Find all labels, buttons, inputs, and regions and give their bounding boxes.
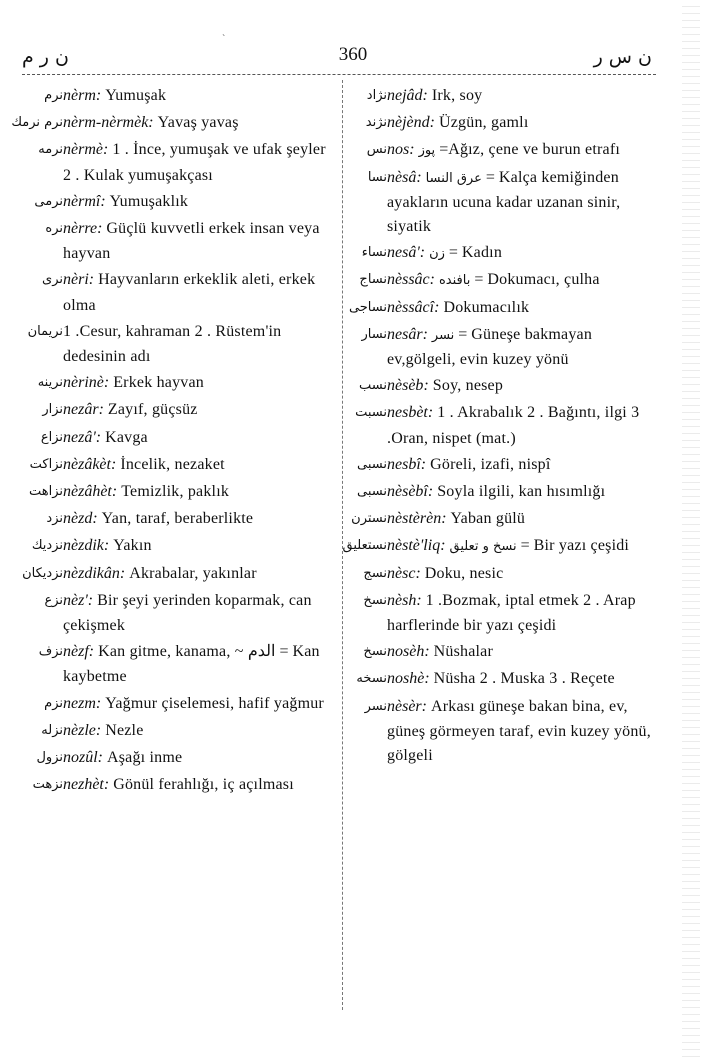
- entry-separator: :: [424, 670, 430, 688]
- entry-definition: Güçlü kuvvetli erkek insan veya hayvan: [63, 220, 320, 263]
- entry-definition: Nüshalar: [433, 643, 494, 661]
- entry-arabic-word: نزاهت: [28, 484, 63, 500]
- entry-arabic-word: نرى: [42, 272, 63, 288]
- dictionary-entry: [354, 84, 658, 109]
- entry-arabic-word: نساجى: [348, 299, 387, 315]
- entry-separator: :: [97, 220, 103, 238]
- entry-arabic-word: نسخ: [363, 592, 387, 608]
- entry-separator: :: [88, 271, 95, 289]
- entry-arabic-word: نزاكت: [29, 456, 63, 472]
- entry-transliteration: nozûl: [63, 749, 98, 767]
- entry-transliteration: nèsh: [387, 591, 417, 609]
- entry-arabic-word: نسج: [363, 565, 387, 581]
- entry-transliteration: nèzâhèt: [63, 483, 112, 501]
- entry-definition: 1 . Akrabalık 2 . Bağıntı, ilgi 3 .Oran, nispet (mat.): [387, 404, 640, 447]
- entry-separator: :: [110, 455, 117, 473]
- entry-definition: Yan, taraf, beraberlikte: [101, 510, 254, 528]
- entry-definition: Yakın: [113, 537, 152, 555]
- entry-definition: 1 .Cesur, kahraman 2 . Rüstem'in dedesinin adı: [63, 322, 282, 366]
- entry-arabic-word: نرينه: [37, 375, 63, 391]
- entry-separator: :: [422, 325, 428, 343]
- dictionary-entry: [30, 589, 334, 638]
- entry-separator: :: [416, 168, 422, 186]
- entry-transliteration: nèzâkèt: [63, 455, 111, 473]
- dictionary-entry: [30, 480, 334, 505]
- dictionary-entry: [30, 371, 334, 396]
- dictionary-entry: [354, 695, 658, 769]
- entry-arabic-word: نسترن: [351, 511, 387, 527]
- dictionary-entry: [354, 401, 658, 450]
- entry-arabic-word: نزف: [38, 644, 63, 660]
- entry-transliteration: nos: [387, 141, 410, 159]
- entry-transliteration: nèzf: [63, 643, 89, 661]
- entry-separator: :: [416, 591, 422, 609]
- entry-transliteration: nèrre: [63, 220, 98, 238]
- dictionary-entry: [354, 453, 658, 478]
- entry-arabic-word: نزاع: [40, 429, 63, 445]
- entry-separator: :: [419, 244, 426, 262]
- entry-transliteration: nèrm: [63, 87, 96, 104]
- entry-definition: Zayıf, güçsüz: [107, 401, 198, 419]
- entry-arabic-word: نسبت: [355, 405, 387, 421]
- entry-separator: :: [100, 192, 106, 210]
- entry-arabic-word: نزد: [46, 511, 63, 527]
- entry-arabic-word: نستعليق: [342, 538, 387, 554]
- entry-arabic-word: نسا: [367, 169, 387, 185]
- dictionary-entry: [27, 320, 334, 369]
- entry-transliteration: nesbèt: [387, 404, 428, 422]
- entry-arabic-word: نرم: [44, 88, 63, 103]
- entry-separator: :: [95, 721, 102, 739]
- entry-definition: Kavga: [105, 428, 148, 446]
- entry-separator: :: [424, 643, 430, 661]
- entry-definition: Nüsha 2 . Muska 3 . Reçete: [433, 670, 615, 688]
- entry-separator: :: [95, 694, 102, 712]
- entry-separator: :: [440, 537, 446, 555]
- entry-transliteration: nèzdik: [63, 537, 104, 555]
- dictionary-entry: [354, 111, 658, 136]
- entry-separator: :: [87, 591, 94, 609]
- entry-transliteration: nejâd: [387, 87, 423, 104]
- entry-arabic-gloss: پوز: [418, 143, 436, 159]
- entry-arabic-word: نساج: [359, 272, 387, 288]
- entry-separator: :: [409, 141, 415, 159]
- entry-separator: :: [415, 564, 421, 582]
- entry-separator: :: [103, 776, 110, 794]
- dictionary-entry: [30, 507, 334, 532]
- entry-arabic-word: نزديكان: [22, 565, 63, 581]
- entry-transliteration: nèssâc: [387, 271, 430, 289]
- entry-transliteration: nèsc: [387, 564, 416, 582]
- entry-separator: :: [427, 483, 434, 501]
- scan-speck: ˋ: [222, 34, 226, 45]
- dictionary-entry: [30, 84, 334, 109]
- right-column: [342, 84, 658, 770]
- entry-definition: İncelik, nezaket: [120, 455, 225, 473]
- entry-definition: = Bir yazı çeşidi: [520, 537, 630, 555]
- entry-transliteration: nèrmè: [63, 141, 103, 159]
- dictionary-entry: [30, 692, 334, 717]
- entry-definition: Yavaş yavaş: [157, 114, 239, 132]
- entry-definition: Soyla ilgili, kan hısımlığı: [437, 483, 606, 501]
- entry-transliteration: nesâr: [387, 325, 423, 343]
- entry-separator: :: [422, 87, 428, 104]
- entry-definition: Göreli, izafi, nispî: [430, 455, 551, 473]
- header-right-letters: ن س ر: [593, 46, 652, 68]
- entry-transliteration: nèri: [63, 271, 89, 289]
- entry-arabic-word: نسخ: [363, 644, 387, 660]
- entry-arabic-word: نسبى: [357, 484, 387, 500]
- entry-arabic-word: نرمى: [34, 193, 63, 209]
- entry-definition: Dokumacılık: [443, 298, 530, 316]
- dictionary-entry: [354, 562, 658, 587]
- dictionary-entry: [11, 111, 334, 136]
- entry-arabic-word: نس: [366, 142, 387, 158]
- entry-separator: :: [429, 271, 435, 289]
- dictionary-entry: [30, 746, 334, 771]
- dictionary-entry: [30, 190, 334, 215]
- entry-definition: = Kadın: [448, 244, 503, 262]
- entry-definition: Nezle: [105, 721, 144, 739]
- entry-arabic-word: نزار: [42, 402, 63, 418]
- entry-arabic-word: نژند: [365, 115, 387, 131]
- entry-transliteration: nezâr: [63, 401, 99, 419]
- dictionary-entry: [354, 589, 658, 638]
- entry-separator: :: [97, 749, 103, 767]
- dictionary-entry: [30, 453, 334, 478]
- entry-transliteration: nèssâcî: [387, 298, 435, 316]
- dictionary-entry: [30, 398, 334, 423]
- entry-separator: :: [441, 510, 447, 528]
- entry-definition: Erkek hayvan: [113, 374, 205, 392]
- entry-transliteration: nèsèb: [387, 377, 424, 395]
- entry-arabic-gloss: زن: [429, 246, 445, 262]
- entry-transliteration: nèsèbî: [387, 483, 428, 501]
- dictionary-entry: [30, 640, 334, 689]
- entry-arabic-word: نزم: [44, 695, 63, 711]
- entry-transliteration: nezm: [63, 694, 96, 712]
- entry-separator: :: [111, 483, 118, 501]
- left-column: [11, 84, 334, 800]
- dictionary-entry: [30, 773, 334, 798]
- entry-arabic-gloss: نسر: [431, 327, 455, 343]
- dictionary-entry: [30, 534, 334, 559]
- entry-separator: :: [95, 428, 102, 446]
- dictionary-entry: [22, 562, 334, 587]
- entry-definition: Temizlik, paklık: [121, 483, 230, 501]
- dictionary-entry: [354, 323, 658, 372]
- entry-arabic-word: نزهت: [32, 777, 63, 793]
- entry-definition: = Kalça kemiğinden ayakların ucuna kadar uzanan sinir, siyatik: [387, 168, 621, 236]
- dictionary-entry: [354, 241, 658, 266]
- entry-transliteration: noshè: [387, 670, 425, 688]
- entry-separator: :: [92, 510, 98, 528]
- entry-arabic-word: نسر: [364, 698, 387, 714]
- dictionary-entry: [354, 166, 658, 240]
- dictionary-entry: [354, 480, 658, 505]
- entry-transliteration: nèzdikân: [63, 564, 120, 582]
- entry-definition: Yaban gülü: [450, 510, 526, 528]
- entry-arabic-word: نژاد: [366, 88, 387, 103]
- entry-definition: Yumuşak: [105, 87, 167, 104]
- entry-arabic-gloss: نسخ و تعليق: [449, 539, 517, 555]
- entry-transliteration: nèrinè: [63, 374, 104, 392]
- entry-definition: Gönül ferahlığı, iç açılması: [113, 776, 294, 794]
- entry-definition: = Güneşe bakmayan ev,gölgeli, evin kuzey yönü: [387, 325, 593, 369]
- entry-transliteration: nèsâ: [387, 168, 417, 186]
- entry-separator: :: [420, 455, 427, 473]
- entry-definition: 1 .Bozmak, iptal etmek 2 . Arap harflerinde bir yazı çeşidi: [387, 591, 636, 635]
- entry-separator: :: [98, 401, 104, 419]
- entry-separator: :: [423, 377, 429, 395]
- entry-definition: Arkası güneşe bakan bina, ev, güneş görmeyen taraf, evin kuzey yönü, gölgeli: [387, 697, 651, 765]
- entry-separator: :: [434, 298, 440, 316]
- entry-separator: :: [421, 697, 427, 715]
- entry-transliteration: nèz': [63, 591, 88, 609]
- entry-arabic-word: نسب: [359, 378, 387, 394]
- entry-definition: Bir şeyi yerinden koparmak, can çekişmek: [63, 591, 312, 635]
- entry-arabic-word: نريمان: [27, 323, 63, 339]
- dictionary-entry: [354, 268, 658, 293]
- entry-arabic-word: نره: [45, 221, 63, 237]
- entry-arabic-word: نسبى: [357, 456, 387, 472]
- entry-definition: Kan gitme, kanama, ~ الدم = Kan kaybetme: [63, 643, 320, 686]
- entry-arabic-word: نسخه: [356, 671, 387, 687]
- header-rule: [22, 74, 656, 75]
- dictionary-entry: [354, 374, 658, 399]
- page-edge-scan-texture: [682, 0, 700, 1058]
- entry-definition: = Dokumacı, çulha: [474, 271, 600, 289]
- entry-arabic-gloss: بافنده: [438, 273, 471, 289]
- dictionary-entry: [30, 719, 334, 744]
- dictionary-entry: [342, 534, 658, 559]
- entry-transliteration: nèstè'liq: [387, 537, 441, 555]
- entry-arabic-gloss: عرق النسا: [425, 170, 482, 186]
- dictionary-entry: [354, 138, 658, 163]
- entry-transliteration: nèsèr: [387, 697, 422, 715]
- entry-arabic-word: نزله: [41, 722, 63, 738]
- entry-definition: Yağmur çiselemesi, hafif yağmur: [105, 694, 324, 712]
- entry-arabic-word: نسار: [361, 326, 387, 342]
- entry-transliteration: nèrmî: [63, 192, 101, 210]
- entry-transliteration: nèjènd: [387, 114, 430, 132]
- entry-definition: Akrabalar, yakınlar: [129, 564, 257, 582]
- entry-definition: Soy, nesep: [432, 377, 504, 395]
- entry-separator: :: [148, 114, 154, 132]
- entry-definition: Yumuşaklık: [109, 192, 189, 210]
- entry-arabic-word: نزديك: [31, 538, 63, 554]
- entry-definition: =Ağız, çene ve burun etrafı: [439, 141, 620, 159]
- entry-transliteration: nezâ': [63, 428, 96, 446]
- entry-separator: :: [88, 643, 95, 661]
- entry-separator: :: [102, 141, 109, 159]
- entry-definition: Hayvanların erkeklik aleti, erkek olma: [63, 271, 316, 314]
- entry-transliteration: nèrm-nèrmèk: [63, 114, 149, 132]
- dictionary-entry: [351, 507, 658, 532]
- dictionary-entry: [348, 296, 658, 321]
- entry-arabic-word: نرم نرمك: [11, 115, 63, 131]
- header-left-letters: ن ر م: [22, 46, 69, 68]
- entry-transliteration: nèstèrèn: [387, 510, 442, 528]
- dictionary-entry: [354, 667, 658, 692]
- dictionary-entry: [30, 426, 334, 451]
- entry-transliteration: nèzd: [63, 510, 93, 528]
- entry-transliteration: nezhèt: [63, 776, 104, 794]
- dictionary-entry: [30, 217, 334, 266]
- entry-separator: :: [427, 404, 434, 422]
- entry-arabic-word: نرمه: [38, 142, 63, 158]
- entry-separator: :: [95, 87, 102, 104]
- entry-transliteration: nesâ': [387, 244, 420, 262]
- dictionary-entry: [30, 268, 334, 317]
- entry-transliteration: nèzle: [63, 721, 96, 739]
- entry-arabic-word: نزع: [44, 592, 63, 608]
- entry-separator: :: [103, 374, 110, 392]
- entry-definition: 1 . İnce, yumuşak ve ufak şeyler 2 . Kulak yumuşakçası: [63, 141, 326, 184]
- entry-arabic-word: نزول: [36, 750, 63, 766]
- entry-separator: :: [103, 537, 110, 555]
- entry-definition: Irk, soy: [431, 87, 483, 104]
- dictionary-entry: [30, 138, 334, 187]
- entry-arabic-word: نساء: [361, 245, 387, 261]
- entry-separator: :: [119, 564, 126, 582]
- entry-separator: :: [429, 114, 435, 132]
- page-number: 360: [338, 44, 368, 65]
- entry-transliteration: nesbî: [387, 455, 421, 473]
- entry-definition: Aşağı inme: [107, 749, 183, 767]
- entry-definition: Üzgün, gamlı: [438, 114, 529, 132]
- page-header: [0, 40, 706, 76]
- dictionary-entry: [354, 640, 658, 665]
- entry-transliteration: nosèh: [387, 643, 425, 661]
- entry-definition: Doku, nesic: [424, 564, 504, 582]
